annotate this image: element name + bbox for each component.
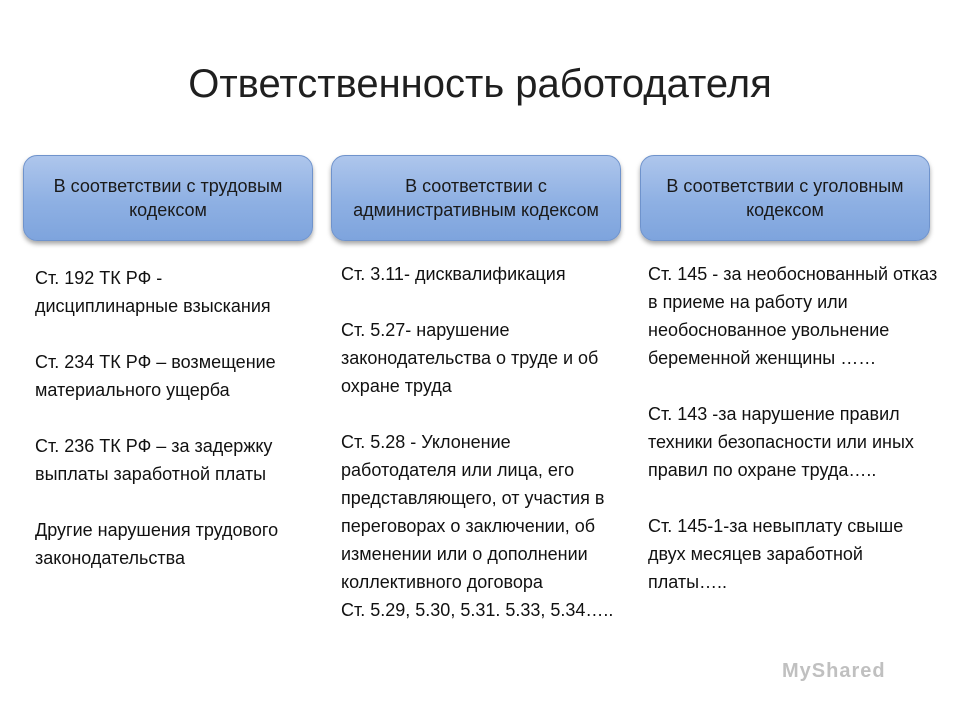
watermark-logo: MyShared: [782, 660, 886, 682]
header-administrative-code: В соответствии с административным кодексом: [331, 155, 621, 241]
header-labor-code: В соответствии с трудовым кодексом: [23, 155, 313, 241]
header-criminal-code: В соответствии с уголовным кодексом: [640, 155, 930, 241]
labor-code-text: Ст. 192 ТК РФ - дисциплинарные взыскания Ст. 234 ТК РФ – возмещение материального ущерба Ст. 236 ТК РФ – за задержку выплаты заработной платы Другие нарушения трудового законодательства: [35, 268, 279, 568]
slide-title: Ответственность работодателя: [188, 62, 772, 106]
criminal-code-text: Ст. 145 - за необоснованный отказ в приеме на работу или необоснованное увольнение беременной женщины …… Ст. 143 -за нарушение правил техники безопасности или иных правил по охране труда….. Ст. 145-1-за невыплату свыше двух месяцев заработной платы…..: [648, 264, 938, 592]
administrative-code-text: Ст. 3.11- дисквалификация Ст. 5.27- нарушение законодательства о труде и об охране труда Ст. 5.28 - Уклонение работодателя или лица, его представляющего, от участия в переговорах о заключении, об изменении или о дополнении коллективного договора Ст. 5.29, 5.30, 5.31. 5.33, 5.34…..: [341, 264, 614, 620]
